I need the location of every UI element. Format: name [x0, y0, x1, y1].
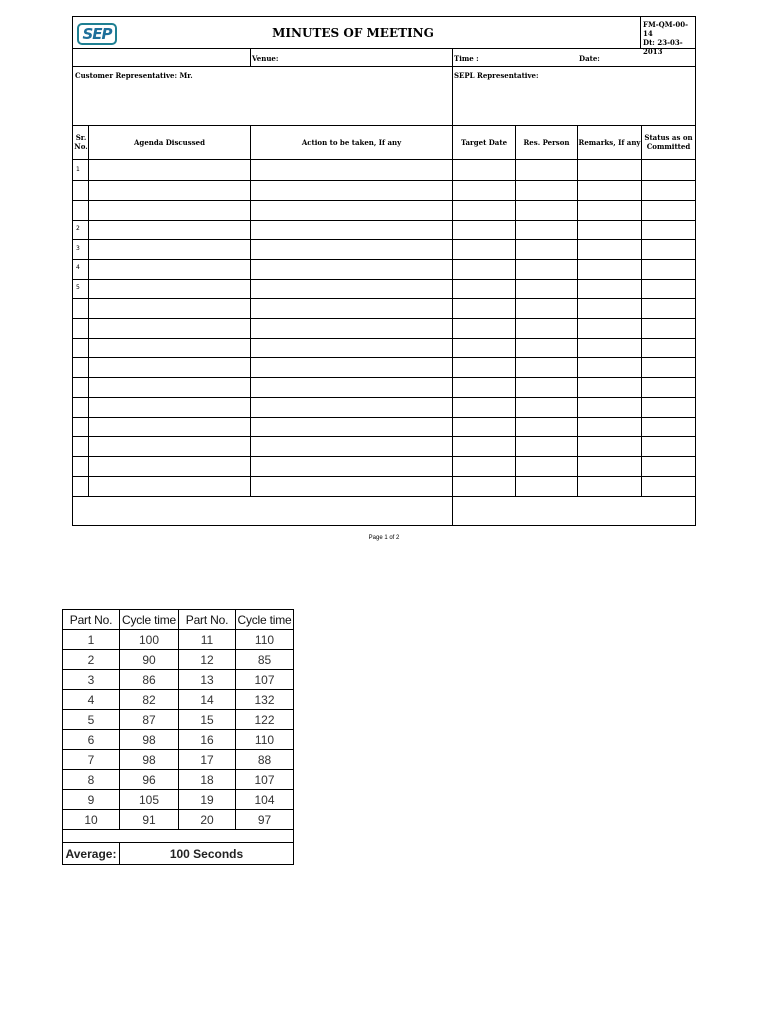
document-number [643, 20, 697, 56]
divider [73, 66, 695, 67]
page-number: Page 1 of 2 [368, 535, 400, 541]
table-row-line [73, 476, 695, 477]
table-row-line [73, 436, 695, 437]
col-cycle-time: Cycle time [120, 610, 179, 630]
cell: 85 [236, 650, 294, 670]
table-row-line [73, 397, 695, 398]
cell: 122 [236, 710, 294, 730]
table-row-line [73, 417, 695, 418]
table-row-line [73, 259, 695, 260]
cell: 82 [120, 690, 179, 710]
table-row-line [73, 180, 695, 181]
table-row-line [73, 377, 695, 378]
col-action: Action to be taken, If any [301, 137, 402, 147]
form-title: MINUTES OF MEETING [272, 26, 434, 40]
cell: 12 [179, 650, 236, 670]
table-row-line [73, 357, 695, 358]
col-status: Status as on Committed [644, 133, 693, 151]
average-row [63, 843, 294, 865]
venue-label: Venue: [252, 54, 279, 63]
table-row-line [73, 338, 695, 339]
cell: 86 [120, 670, 179, 690]
cell: 10 [63, 810, 120, 830]
sr-number: 1 [76, 166, 80, 173]
sr-number: 5 [76, 284, 80, 291]
cell: 107 [236, 670, 294, 690]
cell: 16 [179, 730, 236, 750]
cell: 132 [236, 690, 294, 710]
col-agenda: Agenda Discussed [134, 137, 205, 147]
spacer-row [63, 830, 294, 843]
divider [250, 48, 251, 66]
sepl-rep-label: SEPL Representative: [454, 71, 539, 80]
customer-rep-label: Customer Representative: Mr. [75, 71, 193, 80]
cell: 88 [236, 750, 294, 770]
table-row [63, 650, 294, 670]
cell: 6 [63, 730, 120, 750]
table-row [63, 770, 294, 790]
average-value: 100 Seconds [120, 843, 294, 865]
logo-text: SEP [82, 25, 112, 43]
cell: 90 [120, 650, 179, 670]
minutes-of-meeting-form [72, 16, 696, 526]
sr-number: 2 [76, 225, 80, 232]
table-row-line [73, 298, 695, 299]
cell: 87 [120, 710, 179, 730]
date-label: Date: [579, 54, 600, 63]
table-row [63, 710, 294, 730]
cycle-time-table [62, 609, 294, 865]
sr-number: 4 [76, 264, 80, 271]
sep-logo [77, 23, 117, 45]
table-row-line [73, 456, 695, 457]
col-res-person: Res. Person [523, 137, 570, 147]
table-row-line [73, 239, 695, 240]
col-part-no: Part No. [63, 610, 120, 630]
table-row-line [73, 318, 695, 319]
col-sr-no: Sr. No. [74, 133, 88, 151]
table-row-line [73, 220, 695, 221]
cell: 5 [63, 710, 120, 730]
table-row-line [73, 496, 695, 497]
cell: 104 [236, 790, 294, 810]
cell: 15 [179, 710, 236, 730]
cell: 107 [236, 770, 294, 790]
cell: 1 [63, 630, 120, 650]
cell: 110 [236, 630, 294, 650]
cell: 110 [236, 730, 294, 750]
table-row [63, 790, 294, 810]
cell: 2 [63, 650, 120, 670]
table-row [63, 810, 294, 830]
cell: 13 [179, 670, 236, 690]
cell: 100 [120, 630, 179, 650]
cell: 20 [179, 810, 236, 830]
divider [452, 125, 453, 526]
divider [73, 48, 695, 49]
table-row [63, 630, 294, 650]
cell: 9 [63, 790, 120, 810]
col-cycle-time: Cycle time [236, 610, 294, 630]
doc-date: Dt: 23-03-2013 [643, 38, 683, 56]
cell: 97 [236, 810, 294, 830]
table-row [63, 750, 294, 770]
table-row [63, 670, 294, 690]
table-row [63, 730, 294, 750]
col-part-no: Part No. [179, 610, 236, 630]
docno-divider [640, 17, 641, 49]
doc-number: FM-QM-00-14 [643, 20, 689, 38]
table-row-line [73, 279, 695, 280]
sr-number: 3 [76, 245, 80, 252]
cell: 14 [179, 690, 236, 710]
cell: 18 [179, 770, 236, 790]
cell: 11 [179, 630, 236, 650]
col-target-date: Target Date [460, 137, 508, 147]
time-label: Time : [454, 54, 479, 63]
divider [452, 48, 453, 125]
average-label: Average: [63, 843, 120, 865]
cell: 17 [179, 750, 236, 770]
table-row-line [73, 200, 695, 201]
empty-cell [63, 830, 294, 843]
cell: 4 [63, 690, 120, 710]
cell: 3 [63, 670, 120, 690]
table-row [63, 690, 294, 710]
cell: 91 [120, 810, 179, 830]
cell: 96 [120, 770, 179, 790]
cell: 8 [63, 770, 120, 790]
cell: 98 [120, 750, 179, 770]
cell: 7 [63, 750, 120, 770]
cell: 98 [120, 730, 179, 750]
col-remarks: Remarks, If any [578, 137, 641, 147]
table-header-row [63, 610, 294, 630]
cell: 19 [179, 790, 236, 810]
table-row-line [73, 159, 695, 160]
cell: 105 [120, 790, 179, 810]
